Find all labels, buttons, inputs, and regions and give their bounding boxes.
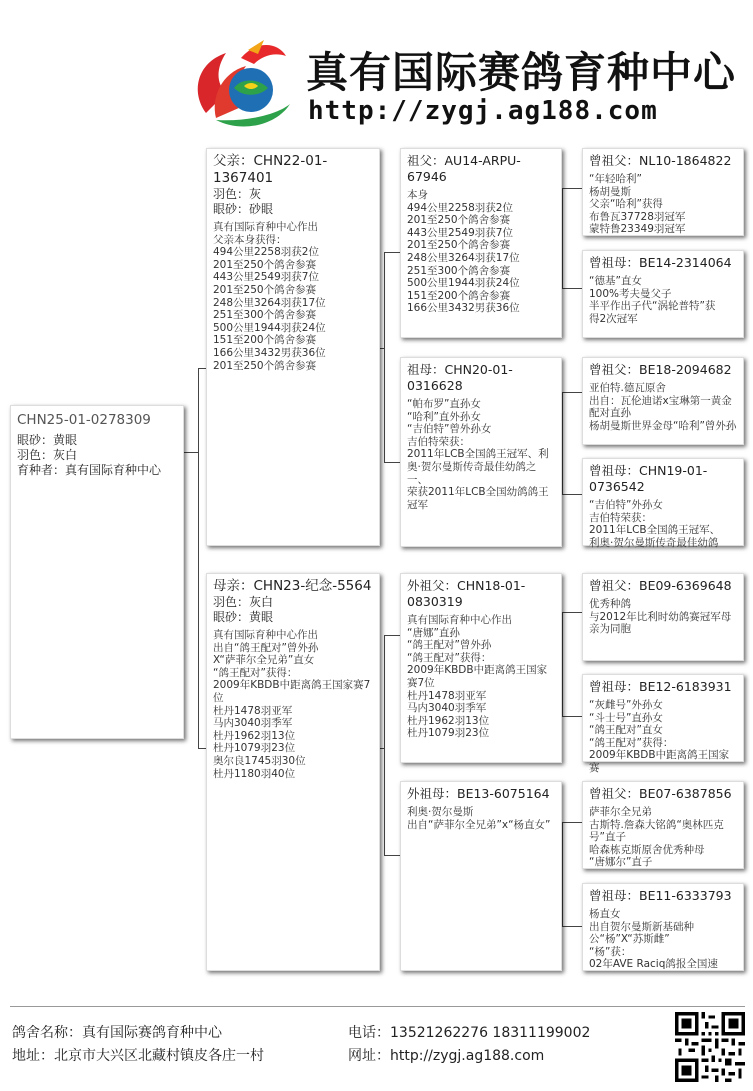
great-grandparent-desc: “吉伯特”外孙女 吉伯特荣获： 2011年LCB全国鸽王冠军、 利奥·贺尔曼斯传奇最佳幼鸽: [589, 499, 721, 549]
great-grandparent-desc: 优秀种鸽 与2012年比利时幼鸽赛冠军母亲为同胞: [589, 598, 732, 636]
great-grandparent-title: 曾祖母：BE11-6333793: [589, 888, 732, 903]
paternal-grandsire-title: 祖父：AU14-ARPU-67946: [407, 153, 521, 184]
dam-card: [206, 573, 380, 971]
subject-breeder: 育种者：真有国际育种中心: [17, 463, 162, 477]
sire-desc: 真有国际育种中心作出 父亲本身获得： 494公里2258羽获2位 201至250个鸽舍参赛 443公里2549羽获7位 201至250个鸽舍参赛 248公里3264羽获17位 251至300个鸽舍参赛 500公里1944羽获24位 151至200个鸽舍参赛 166公里3432男获36位 201至250个鸽舍参赛: [213, 221, 326, 372]
great-grandparent-card: [582, 781, 744, 869]
maternal-granddam-desc: 利奥·贺尔曼斯 出自“萨菲尔全兄弟”x“杨直女”: [407, 806, 551, 831]
header: [0, 0, 753, 140]
great-grandparent-card: [582, 674, 744, 774]
sire-color: 羽色：灰: [213, 187, 262, 201]
great-grandparent-title: 曾祖父：BE18-2094682: [589, 362, 732, 377]
connector-line: [384, 855, 400, 856]
great-grandparent-desc: “德基”直女 100%考夫曼父子 半平作出子代“涡轮普特”获 得2次冠军: [589, 275, 716, 325]
maternal-grandsire-desc: 真有国际育种中心作出 “唐娜”直孙 “鸽王配对”曾外孙 “鸽王配对”获得： 2009年KBDB中距离鸽王国家赛7位 杜丹1478羽亚军 马内3040羽季军 杜丹1962羽13位 杜丹1079羽23位: [407, 614, 548, 740]
maternal-grandsire-card: [400, 573, 562, 763]
qr-code-icon: [675, 1012, 745, 1082]
connector-line: [562, 822, 563, 926]
connector-line: [562, 188, 563, 288]
great-grandparent-card: [582, 250, 744, 338]
connector-line: [562, 926, 582, 927]
connector-line: [384, 462, 400, 463]
connector-line: [198, 368, 199, 748]
dam-eye: 眼砂：黄眼: [213, 610, 274, 624]
phoenix-logo-icon: [186, 38, 296, 128]
great-grandparent-card: [582, 357, 744, 445]
great-grandparent-card: [582, 883, 744, 971]
subject-color: 羽色：灰白: [17, 448, 78, 462]
paternal-granddam-card: [400, 357, 562, 547]
connector-line: [562, 494, 582, 495]
great-grandparent-desc: 杨直女 出自贺尔曼斯新基础种公“杨”X“苏斯雌” “杨”获： 02年AVE Raciq鸽报全国速: [589, 908, 718, 971]
paternal-granddam-desc: “帕布罗”直孙女 “哈利”直外孙女 “吉伯特”曾外孙女 吉伯特荣获： 2011年LCB全国鸽王冠军、利奥·贺尔曼斯传奇最佳幼鸽之一、 荣获2011年LCB全国幼鸽鸽王冠军: [407, 398, 549, 511]
great-grandparent-title: 曾祖母：CHN19-01-0736542: [589, 463, 708, 494]
footer-divider: [10, 1006, 745, 1007]
great-grandparent-title: 曾祖母：BE12-6183931: [589, 679, 732, 694]
brand-title: 真有国际赛鸽育种中心: [306, 48, 737, 97]
subject-eye: 眼砂：黄眼: [17, 433, 78, 447]
connector-line: [562, 612, 582, 613]
connector-line: [198, 368, 206, 369]
paternal-grandsire-card: [400, 148, 562, 338]
dam-desc: 真有国际育种中心作出 出自“鸽王配对”曾外孙 X“萨菲尔全兄弟”直女 “鸽王配对”获得： 2009年KBDB中距离鸽王国家赛7位 杜丹1478羽亚军 马内3040羽季军 杜丹1962羽13位 杜丹1079羽23位 奥尔良1745羽30位 杜丹1180羽40位: [213, 629, 371, 780]
dam-title: 母亲：CHN23-纪念-5564: [213, 578, 372, 594]
maternal-granddam-card: [400, 781, 562, 971]
connector-line: [198, 748, 206, 749]
subject-ring: CHN25-01-0278309: [17, 412, 151, 428]
dam-color: 羽色：灰白: [213, 595, 274, 609]
maternal-granddam-title: 外祖母：BE13-6075164: [407, 786, 550, 801]
sire-eye: 眼砂：砂眼: [213, 202, 274, 216]
great-grandparent-title: 曾祖父：BE09-6369648: [589, 578, 732, 593]
paternal-grandsire-desc: 本身 494公里2258羽获2位 201至250个鸽舍参赛 443公里2549羽获7位 201至250个鸽舍参赛 248公里3264羽获17位 251至300个鸽舍参赛 500公里1944羽获24位 151至200个鸽舍参赛 166公里3432男获36位: [407, 189, 520, 315]
connector-line: [384, 635, 385, 855]
connector-line: [562, 288, 582, 289]
connector-line: [562, 822, 582, 823]
footer-address: 地址：北京市大兴区北藏村镇皮各庄一村: [12, 1048, 264, 1064]
great-grandparent-title: 曾祖父：BE07-6387856: [589, 786, 732, 801]
footer-website: 网址：http://zygj.ag188.com: [348, 1048, 545, 1064]
great-grandparent-desc: 萨菲尔全兄弟 古斯特.詹森大铭鸽“奥林匹克号”直子 哈森栋克斯原舍优秀种母 “唐娜尔”直子: [589, 806, 724, 869]
connector-line: [184, 452, 198, 453]
footer-loft-name: 鸽舍名称：真有国际赛鸽育种中心: [12, 1025, 222, 1041]
connector-line: [384, 252, 400, 253]
great-grandparent-title: 曾祖父：NL10-1864822: [589, 153, 732, 168]
subject-card: [10, 405, 184, 739]
connector-line: [384, 252, 385, 462]
great-grandparent-desc: 亚伯特.德瓦原舍 出自：瓦伦迪诺x宝琳第一黄金配对直孙 杨胡曼斯世界金母“哈利”曾外孙: [589, 382, 737, 432]
sire-title: 父亲：CHN22-01-1367401: [213, 153, 328, 186]
great-grandparent-card: [582, 148, 744, 236]
connector-line: [562, 188, 582, 189]
great-grandparent-card: [582, 458, 744, 549]
paternal-granddam-title: 祖母：CHN20-01-0316628: [407, 362, 513, 393]
maternal-grandsire-title: 外祖父：CHN18-01-0830319: [407, 578, 526, 609]
connector-line: [562, 716, 582, 717]
connector-line: [384, 635, 400, 636]
brand-url: http://zygj.ag188.com: [308, 96, 658, 126]
sire-card: [206, 148, 380, 546]
great-grandparent-title: 曾祖母：BE14-2314064: [589, 255, 732, 270]
connector-line: [562, 392, 582, 393]
great-grandparent-desc: “年轻哈利” 杨胡曼斯 父亲“哈利”获得 布鲁瓦37728羽冠军 蒙特鲁23349羽冠军: [589, 173, 686, 236]
footer-phone: 电话：13521262276 18311199002: [348, 1025, 591, 1041]
great-grandparent-card: [582, 573, 744, 661]
connector-line: [562, 612, 563, 716]
connector-line: [562, 392, 563, 494]
great-grandparent-desc: “灰雌号”外孙女 “斗士号”直孙女 “鸽王配对”直女 “鸽王配对”获得： 2009年KBDB中距离鸽王国家赛: [589, 699, 730, 774]
